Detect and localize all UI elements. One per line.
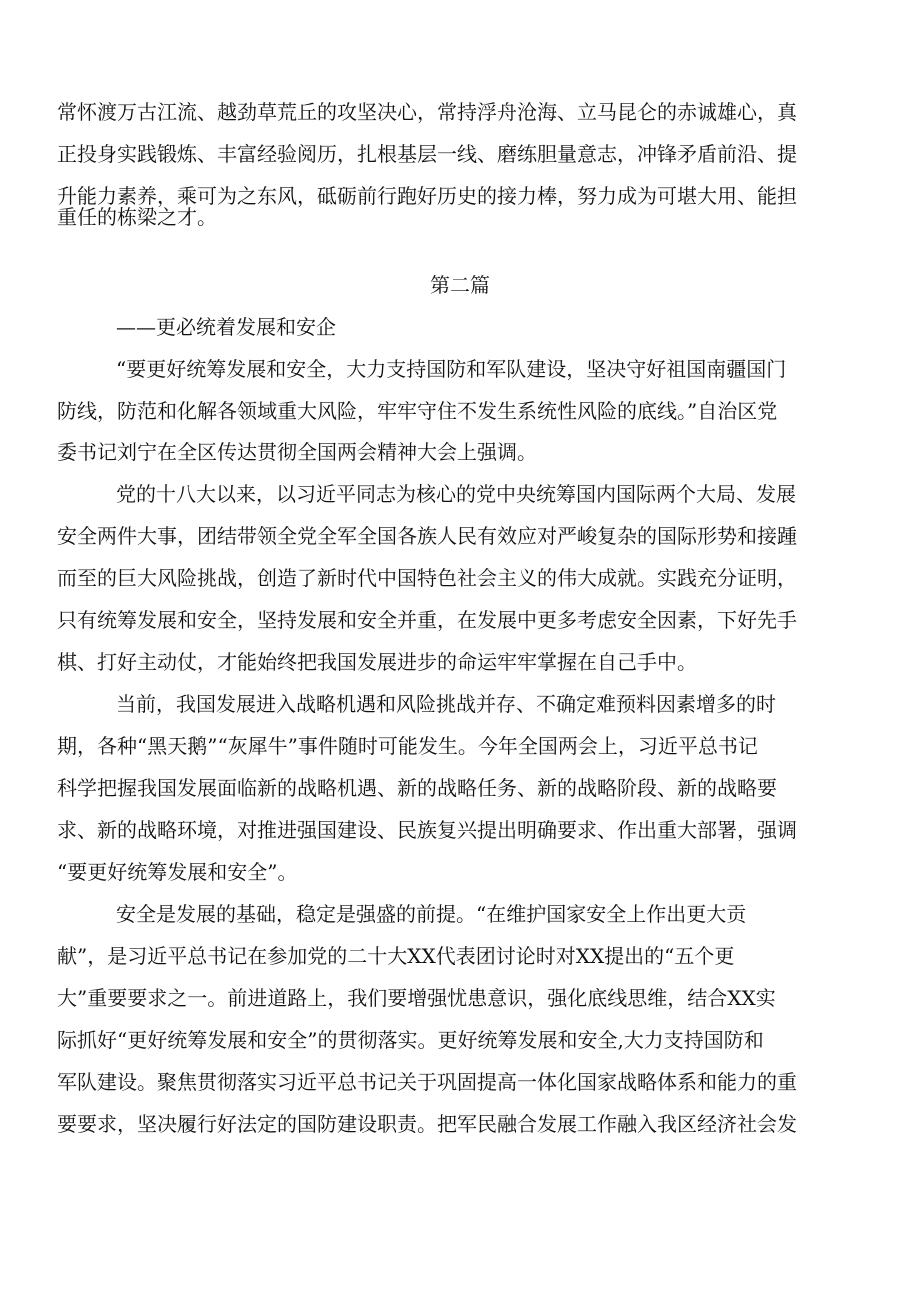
body-text-line: 党的十八大以来，以习近平同志为核心的党中央统筹国内国际两个大局、发展 xyxy=(116,482,796,506)
body-text-line: 献”，是习近平总书记在参加党的二十大XX代表团讨论时对XX提出的“五个更 xyxy=(57,944,735,968)
body-text-line: 而至的巨大风险挑战，创造了新时代中国特色社会主义的伟大成就。实践充分证明， xyxy=(57,566,797,590)
body-text-line: 安全是发展的基础，稳定是强盛的前提。“在维护国家安全上作出更大贡 xyxy=(116,902,747,926)
body-text-line: 际抓好“更好统筹发展和安全”的贯彻落实。更好统筹发展和安全,大力支持国防和 xyxy=(57,1028,764,1052)
body-text-line: 棋、打好主动仗，才能始终把我国发展进步的命运牢牢掌握在自己手中。 xyxy=(57,650,697,674)
body-text-line: 只有统筹发展和安全，坚持发展和安全并重，在发展中更多考虑安全因素，下好先手 xyxy=(57,608,797,632)
body-text-line: 重任的栋梁之才。 xyxy=(57,205,217,229)
section-heading: 第二篇 xyxy=(430,273,490,297)
subheading: ——更必统着发展和安企 xyxy=(116,315,336,339)
body-text-line: 期，各种“黑天鹅”“灰犀牛”事件随时可能发生。今年全国两会上，习近平总书记 xyxy=(57,734,758,758)
body-text-line: 求、新的战略环境，对推进强国建设、民族复兴提出明确要求、作出重大部署，强调 xyxy=(57,818,797,842)
body-text-line: “要更好统筹发展和安全，大力支持国防和军队建设，坚决守好祖国南疆国门 xyxy=(116,357,787,381)
body-text-line: 大”重要要求之一。前进道路上，我们要增强忧患意识，强化底线思维，结合XX实 xyxy=(57,986,776,1010)
body-text-line: 防线，防范和化解各领域重大风险，牢牢守住不发生系统性风险的底线。”自治区党 xyxy=(57,399,778,423)
body-text-line: 科学把握我国发展面临新的战略机遇、新的战略任务、新的战略阶段、新的战略要 xyxy=(57,776,777,800)
body-text-line: 常怀渡万古江流、越劲草荒丘的攻坚决心，常持浮舟沧海、立马昆仑的赤诚雄心，真 xyxy=(57,100,797,124)
body-text-line: 要要求，坚决履行好法定的国防建设职责。把军民融合发展工作融入我区经济社会发 xyxy=(57,1112,797,1136)
body-text-line: 委书记刘宁在全区传达贯彻全国两会精神大会上强调。 xyxy=(57,440,537,464)
body-text-line: 正投身实践锻炼、丰富经验阅历，扎根基层一线、磨练胆量意志，冲锋矛盾前沿、提 xyxy=(57,142,797,166)
body-text-line: 军队建设。聚焦贯彻落实习近平总书记关于巩固提高一体化国家战略体系和能力的重 xyxy=(57,1070,797,1094)
body-text-line: 安全两件大事，团结带领全党全军全国各族人民有效应对严峻复杂的国际形势和接踵 xyxy=(57,524,797,548)
body-text-line: 升能力素养，乘可为之东风，砥砺前行跑好历史的接力棒，努力成为可堪大用、能担 xyxy=(57,184,797,208)
body-text-line: 当前，我国发展进入战略机遇和风险挑战并存、不确定难预料因素增多的时 xyxy=(116,692,776,716)
body-text-line: “要更好统筹发展和安全”。 xyxy=(57,860,298,884)
